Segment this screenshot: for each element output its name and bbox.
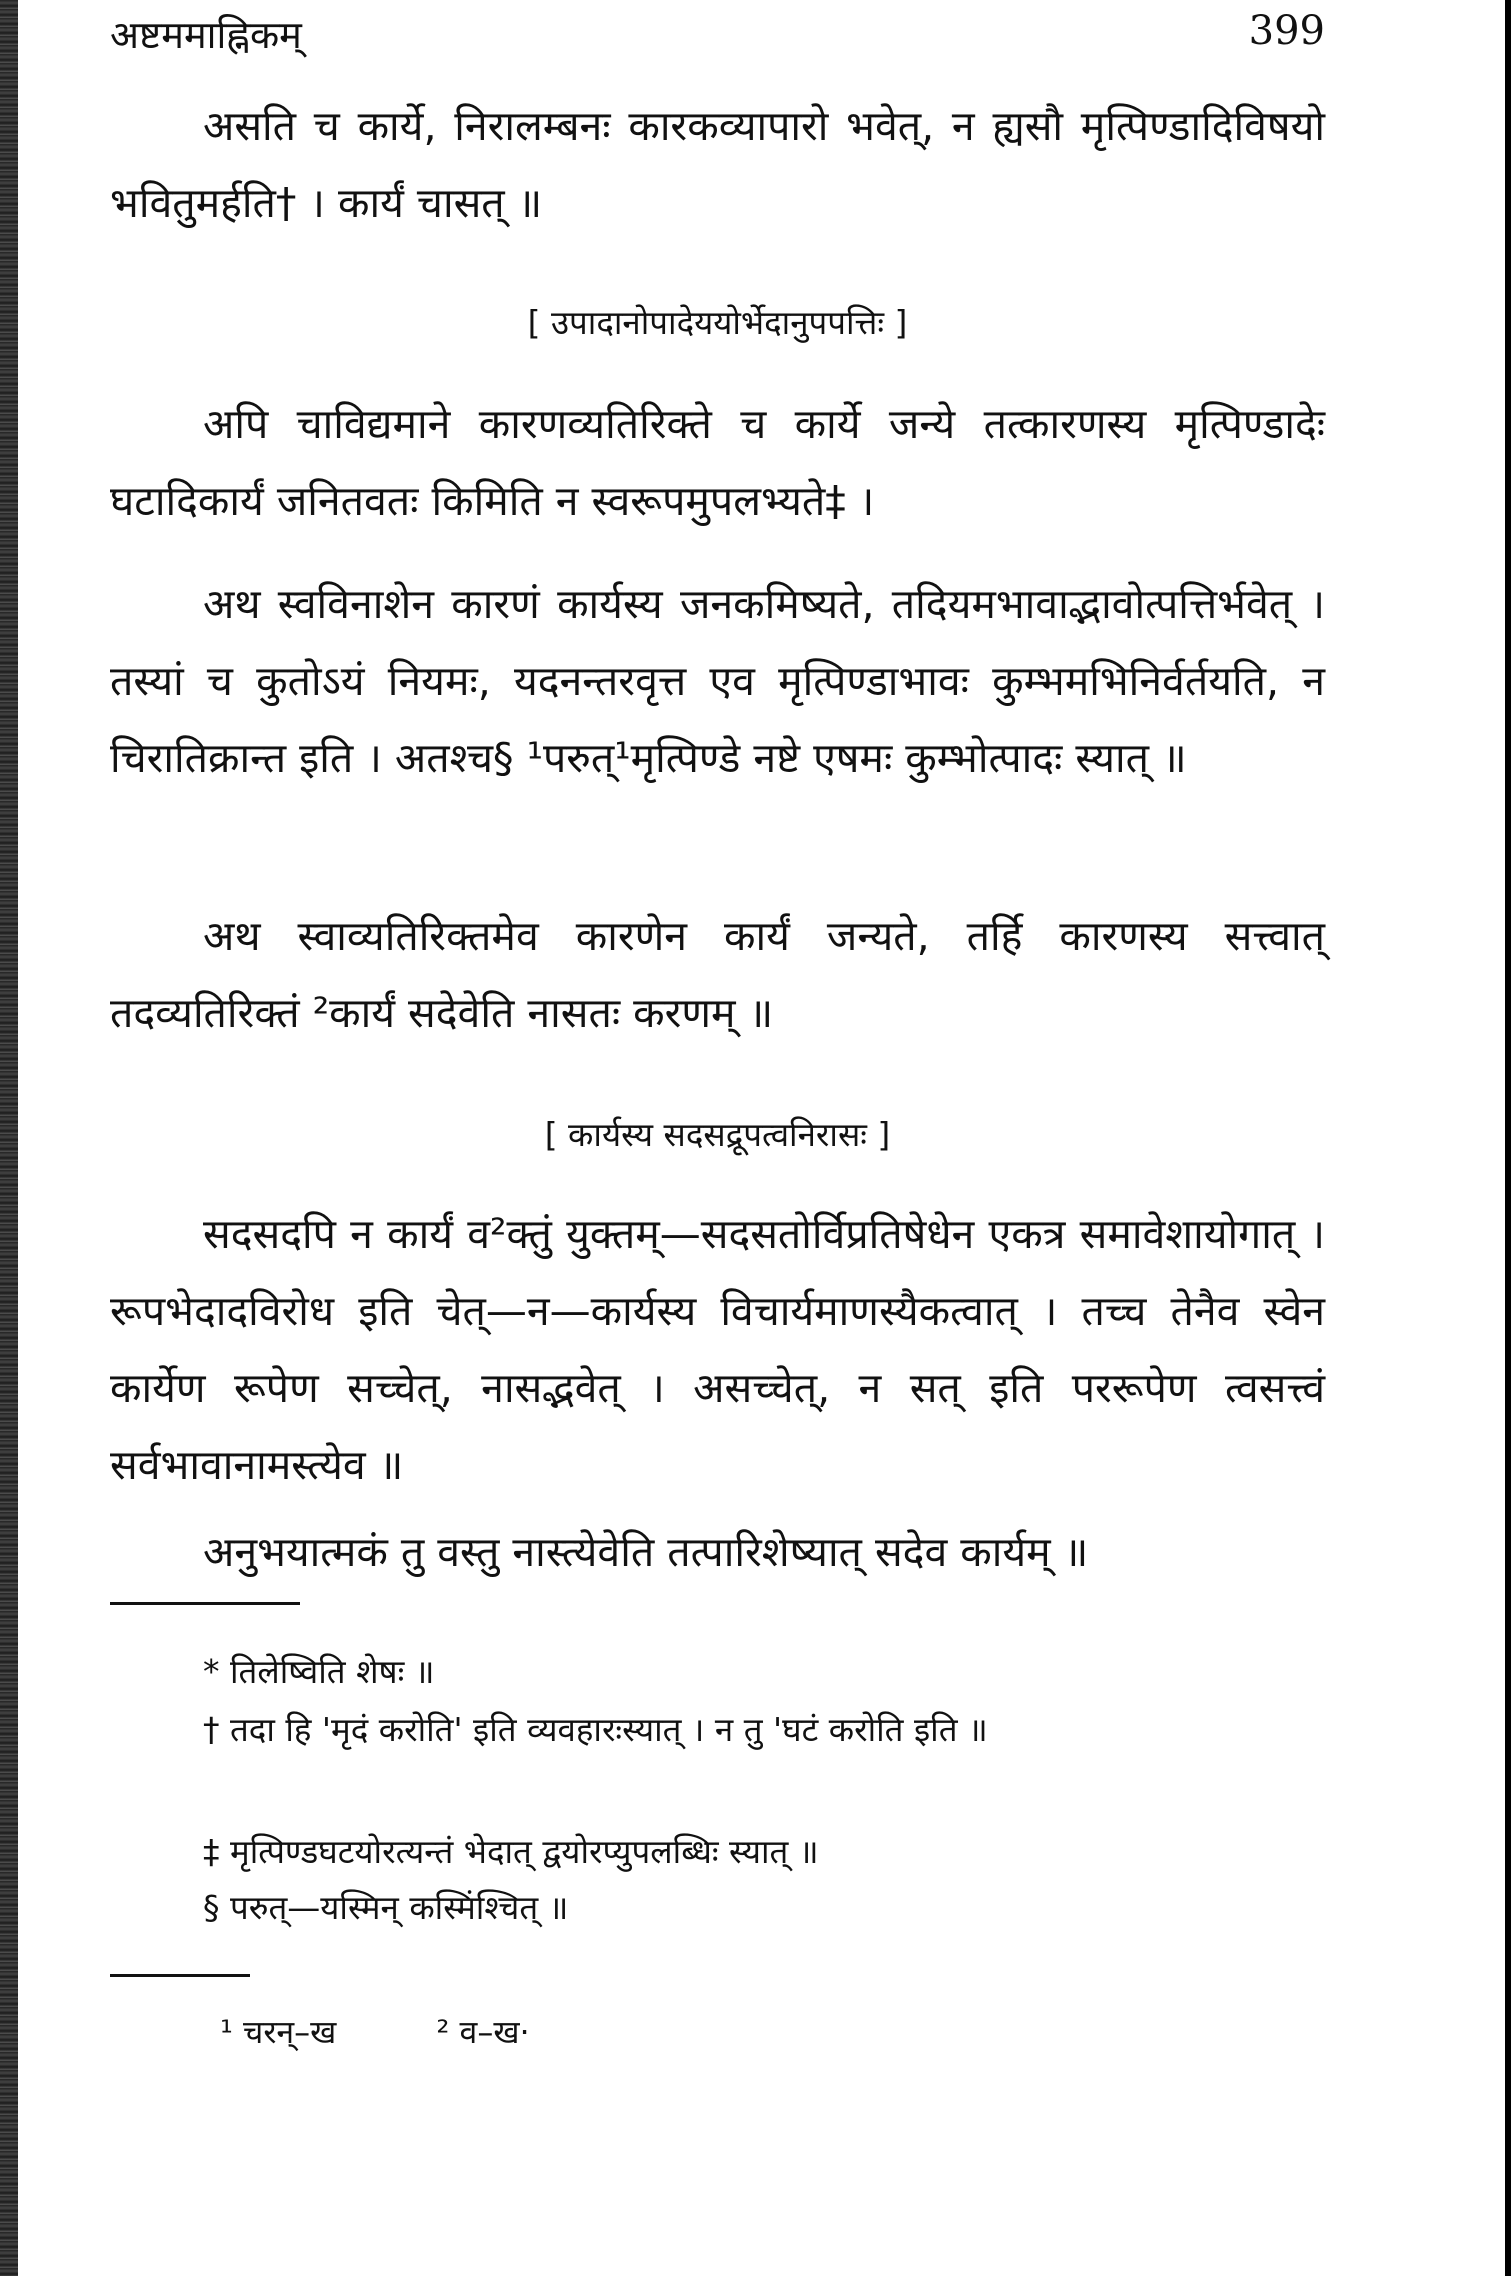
textual-variants [220, 2007, 620, 2057]
footnote-4: § परुत्—यस्मिन् कस्मिंश्चित् ॥ [203, 1888, 569, 1927]
paragraph-6: अनुभयात्मकं तु वस्तु नास्त्येवेति तत्पारिशेष्यात् सदेव कार्यम् ॥ [203, 1528, 1089, 1576]
scan-spine-edge [0, 0, 18, 2276]
running-head: अष्टममाह्निकम् [110, 13, 302, 57]
footnote-3: ‡ मृत्पिण्डघटयोरत्यन्तं भेदात् द्वयोरप्युपलब्धिः स्यात् ॥ [203, 1832, 819, 1871]
footnote-2: † तदा हि 'मृदं करोति' इति व्यवहारःस्यात् । न तु 'घटं करोति इति ॥ [203, 1710, 988, 1749]
footnote-1: * तिलेष्विति शेषः ॥ [203, 1652, 435, 1691]
footnote-divider [110, 1602, 300, 1605]
page-header [110, 8, 1325, 68]
section-heading-1: [ उपादानोपादेययोर्भेदानुपपत्तिः ] [527, 303, 908, 342]
book-page [110, 0, 1325, 2276]
scan-right-edge [1505, 0, 1511, 2276]
paragraph-1: असति च कार्ये, निरालम्बनः कारकव्यापारो भवेत्, न ह्यसौ मृत्पिण्डादिविषयो भवितुमर्हति† । कार्यं चासत् ॥ [110, 102, 1325, 227]
variant-1: ¹ चरन्–ख [220, 2013, 337, 2051]
paragraph-5: सदसदपि न कार्यं व²क्तुं युक्तम्—सदसतोर्विप्रतिषेधेन एकत्र समावेशायोगात् । रूपभेदादविरोध इति चेत्—न—कार्यस्य विचार्यमाणस्यैकत्वात् । तच्च तेनैव स्वेन कार्येण रूपेण सच्चेत्, नासद्भवेत् । असच्चेत्, न सत् इति पररूपेण त्वसत्त्वं सर्वभावानामस्त्येव ॥ [110, 1210, 1325, 1489]
paragraph-2: अपि चाविद्यमाने कारणव्यतिरिक्ते च कार्ये जन्ये तत्कारणस्य मृत्पिण्डादेः घटादिकार्यं जनितवतः किमिति न स्वरूपमुपलभ्यते‡ । [110, 400, 1325, 525]
page-number: 399 [1248, 8, 1325, 54]
variant-2: ² व–ख· [436, 2013, 530, 2051]
paragraph-3: अथ स्वविनाशेन कारणं कार्यस्य जनकमिष्यते, तदियमभावाद्भावोत्पत्तिर्भवेत् । तस्यां च कुतोऽयं नियमः, यदनन्तरवृत्त एव मृत्पिण्डाभावः कुम्भमभिनिर्वर्तयति, न चिरातिक्रान्त इति । अतश्च§ ¹परुत्¹मृत्पिण्डे नष्टे एषमः कुम्भोत्पादः स्यात् ॥ [110, 580, 1325, 782]
section-heading-2: [ कार्यस्य सदसद्रूपत्वनिरासः ] [544, 1115, 891, 1154]
variants-divider [110, 1974, 250, 1977]
paragraph-4: अथ स्वाव्यतिरिक्तमेव कारणेन कार्यं जन्यते, तर्हि कारणस्य सत्त्वात् तदव्यतिरिक्तं ²कार्यं सदेवेति नासतः करणम् ॥ [110, 912, 1325, 1037]
